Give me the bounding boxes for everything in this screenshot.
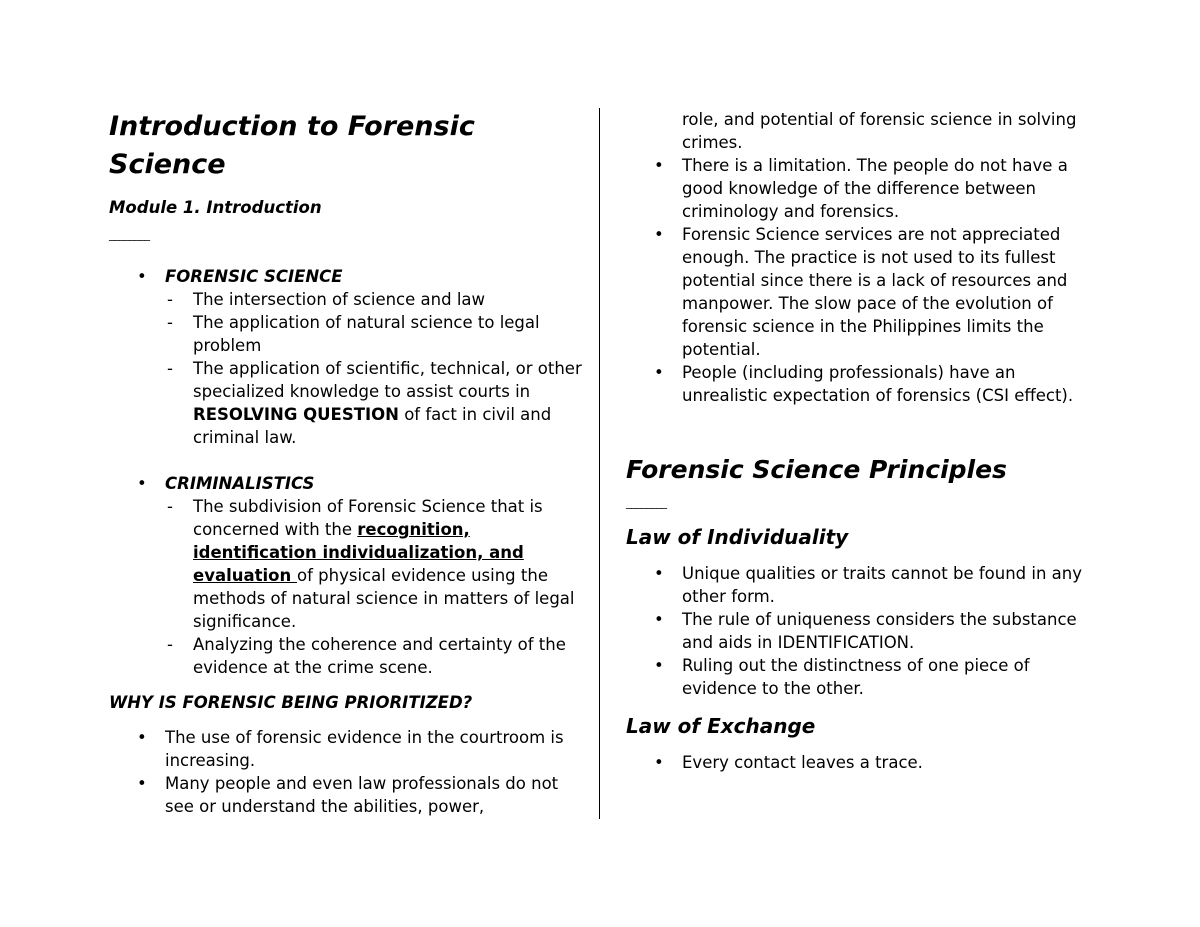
list-item bbox=[109, 472, 589, 679]
definition-text: of fact in civil and criminal law. bbox=[193, 405, 552, 447]
definition-item bbox=[165, 357, 589, 449]
module-heading: Module 1. Introduction bbox=[109, 198, 322, 217]
forensic-science-list bbox=[109, 265, 589, 449]
list-item: • Ruling out the distinctness of one piece of evidence to the other. bbox=[626, 654, 1106, 700]
definition-item: - Analyzing the coherence and certainty of the evidence at the crime scene. bbox=[165, 633, 589, 679]
list-item bbox=[109, 265, 589, 449]
why-list bbox=[109, 726, 589, 818]
definition-text: The subdivision of Forensic Science that is concerned with the bbox=[193, 497, 543, 539]
definition-item: - The application of natural science to legal problem bbox=[165, 311, 589, 357]
document-title: Introduction to Forensic Science bbox=[109, 111, 475, 180]
list-item: • Every contact leaves a trace. bbox=[626, 751, 1106, 774]
definition-item: - The intersection of science and law bbox=[165, 288, 589, 311]
list-item: • Unique qualities or traits cannot be found in any other form. bbox=[626, 562, 1106, 608]
law-of-exchange-heading: Law of Exchange bbox=[626, 714, 816, 738]
bold-phrase: RESOLVING QUESTION bbox=[193, 405, 399, 424]
column-divider bbox=[599, 108, 600, 819]
why-list-continued bbox=[626, 154, 1106, 407]
section-rule: ________ bbox=[626, 495, 666, 509]
list-item: • Many people and even law professionals do not see or understand the abilities, power, bbox=[109, 772, 589, 818]
section-rule: ________ bbox=[109, 227, 149, 241]
definition-list bbox=[165, 495, 589, 679]
principles-title: Forensic Science Principles bbox=[626, 455, 1007, 484]
continued-text: role, and potential of forensic science in solving crimes. bbox=[682, 110, 1077, 152]
law-of-individuality-heading: Law of Individuality bbox=[626, 525, 849, 549]
list-item: • People (including professionals) have an unrealistic expectation of forensics (CSI effect). bbox=[626, 361, 1106, 407]
list-item: • Forensic Science services are not appreciated enough. The practice is not used to its fullest potential since there is a lack of resources and manpower. The slow pace of the evolution of forensic science in the Philippines limits the potential. bbox=[626, 223, 1106, 361]
list-item: • There is a limitation. The people do not have a good knowledge of the difference between criminology and forensics. bbox=[626, 154, 1106, 223]
why-heading: WHY IS FORENSIC BEING PRIORITIZED? bbox=[109, 693, 473, 712]
list-item: • The rule of uniqueness considers the substance and aids in IDENTIFICATION. bbox=[626, 608, 1106, 654]
criminalistics-list bbox=[109, 472, 589, 679]
right-column bbox=[626, 108, 1106, 774]
list-item: • The use of forensic evidence in the courtroom is increasing. bbox=[109, 726, 589, 772]
criminalistics-heading: CRIMINALISTICS bbox=[165, 474, 315, 493]
underlined-phrase: recognition, identification individualization, and evaluation bbox=[193, 520, 524, 585]
left-column bbox=[109, 108, 589, 818]
exchange-list bbox=[626, 751, 1106, 774]
definition-list bbox=[165, 288, 589, 449]
definition-item bbox=[165, 495, 589, 633]
definition-text: of physical evidence using the methods of natural science in matters of legal significance. bbox=[193, 566, 575, 631]
definition-text: The application of scientific, technical, or other specialized knowledge to assist courts in bbox=[193, 359, 582, 401]
individuality-list bbox=[626, 562, 1106, 700]
forensic-science-heading: FORENSIC SCIENCE bbox=[165, 267, 343, 286]
